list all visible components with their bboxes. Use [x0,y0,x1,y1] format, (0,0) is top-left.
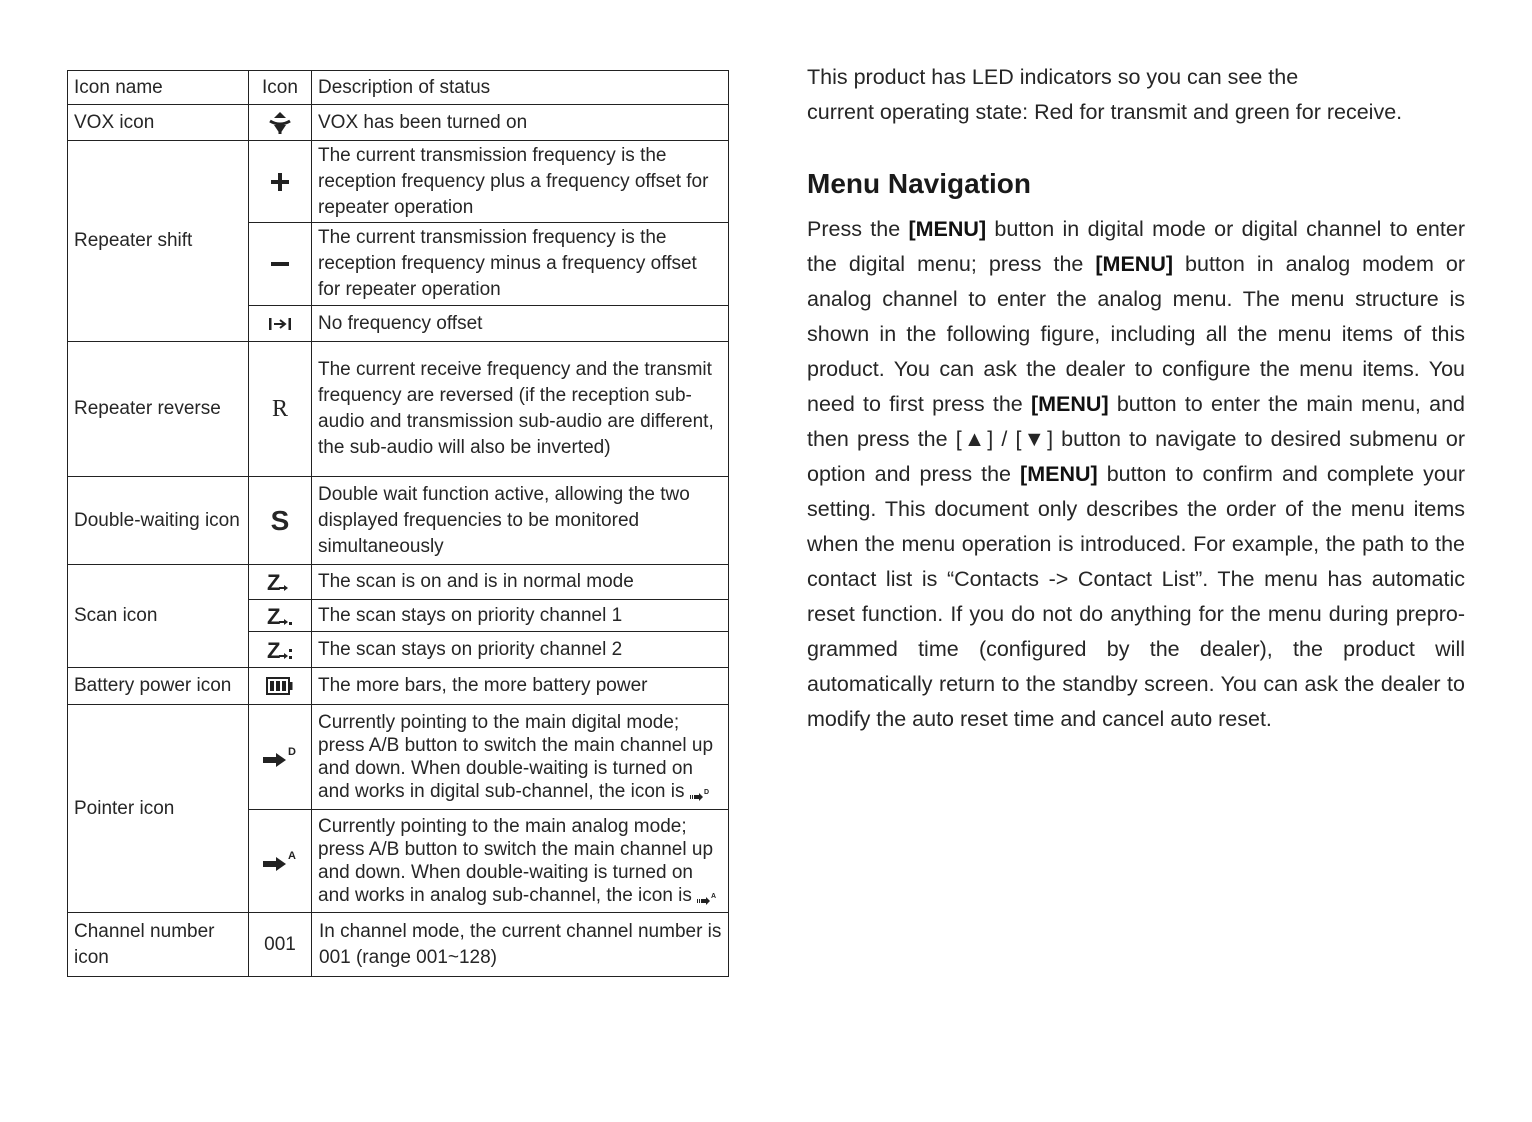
plus-icon [270,172,290,192]
svg-text:D: D [703,789,709,796]
double-wait-description: Double wait function active, allowing the two displayed frequencies to be monitored simultaneously [312,477,729,565]
pointer-digital-letter: D [288,746,296,758]
svg-text:A: A [711,893,717,900]
no-offset-icon [267,315,293,333]
svg-text:Z: Z [267,603,281,628]
header-icon: Icon [249,71,312,105]
menu-navigation-heading: Menu Navigation [807,168,1032,199]
right-column [807,60,1465,737]
header-icon-name: Icon name [68,71,249,105]
table-row [68,565,729,600]
svg-text:Z: Z [267,637,281,662]
pointer-analog-description: Currently pointing to the main analog mode; press A/B button to switch the main channel up and down. When double-waiting is turned on and works in analog sub-channel, the icon is [318,816,714,906]
scan-normal-icon [265,570,295,594]
vox-name: VOX icon [68,105,249,141]
led-line-1: This product has LED indicators so you can see the [807,65,1299,89]
svg-text:Z: Z [267,570,281,594]
scan-priority1-description: The scan stays on priority channel 1 [312,600,729,632]
scan-name: Scan icon [68,565,249,668]
battery-description: The more bars, the more battery power [312,668,729,705]
table-row [68,705,729,810]
led-line-2: current operating state: Red for transmit and green for receive. [807,100,1403,124]
battery-name: Battery power icon [68,668,249,705]
vox-description: VOX has been turned on [312,105,729,141]
menu-key-label: [MENU] [908,217,987,241]
repeater-reverse-name: Repeater reverse [68,342,249,477]
scan-normal-description: The scan is on and is in normal mode [312,565,729,600]
double-wait-icon: S [249,477,312,565]
channel-number-description: In channel mode, the current channel number is 001 (range 001~128) [312,913,729,977]
small-pointer-analog-icon [697,891,717,905]
table-row [68,668,729,705]
menu-key-label: [MENU] [1020,462,1098,486]
scan-priority1-icon [265,604,295,628]
menu-key-label: [MENU] [1030,392,1109,416]
icon-status-table [67,70,729,977]
channel-number-name: Channel number icon [68,913,249,977]
no-offset-description: No frequency offset [312,306,729,342]
pointer-analog-letter: A [288,850,296,862]
vox-icon [267,110,293,136]
repeater-reverse-description: The current receive frequency and the transmit frequency are reversed (if the reception sub-audio and transmission sub-audio are different, the sub-audio will also be inverted) [312,342,729,477]
minus-icon [270,254,290,274]
channel-number-icon: 001 [249,913,312,977]
scan-priority2-description: The scan stays on priority channel 2 [312,632,729,668]
table-row [68,342,729,477]
double-wait-name: Double-waiting icon [68,477,249,565]
repeater-plus-description: The current transmission frequency is the reception frequency plus a frequency offset for repeater operation [312,141,729,223]
table-row [68,913,729,977]
small-pointer-digital-icon [690,787,710,801]
header-description: Description of status [312,71,729,105]
pointer-digital-description: Currently pointing to the main digital mode; press A/B button to switch the main channel up and down. When double-waiting is turned on and works in digital sub-channel, the icon is [318,712,714,802]
menu-navigation-paragraph: Press the [MENU] button in digital mode or digital channel to enter the digital menu; press the [MENU] button in analog modem or analog channel to enter the analog menu. The menu structure is shown in the following figure, including all the menu items of this product. You can ask the dealer to configure the menu items. You need to first press the [MENU] button to enter the main menu, and then press the [▲] / [▼] button to navigate to desired submenu or option and press the [MENU] button to confirm and complete your setting. This document only describes the order of the menu items when the menu operation is introduced. For example, the path to the contact list is “Contacts -> Contact List”. The menu has automatic reset function. If you do not do anything for the menu during prepro-grammed time (configured by the dealer), the product will automatically return to the standby screen. You can ask the dealer to modify the auto reset time and cancel auto reset. [807,217,1465,731]
scan-priority2-icon [265,638,295,662]
pointer-name: Pointer icon [68,705,249,913]
pointer-digital-icon [261,743,299,771]
battery-icon [266,677,294,695]
repeater-minus-description: The current transmission frequency is the reception frequency minus a frequency offset for repeater operation [312,223,729,306]
pointer-analog-icon [261,847,299,875]
repeater-shift-name: Repeater shift [68,141,249,342]
menu-key-label: [MENU] [1095,252,1174,276]
led-paragraph [807,60,1465,130]
table-row [68,105,729,141]
table-row [68,477,729,565]
reverse-icon: R [249,342,312,477]
table-header-row [68,71,729,105]
table-row [68,141,729,223]
